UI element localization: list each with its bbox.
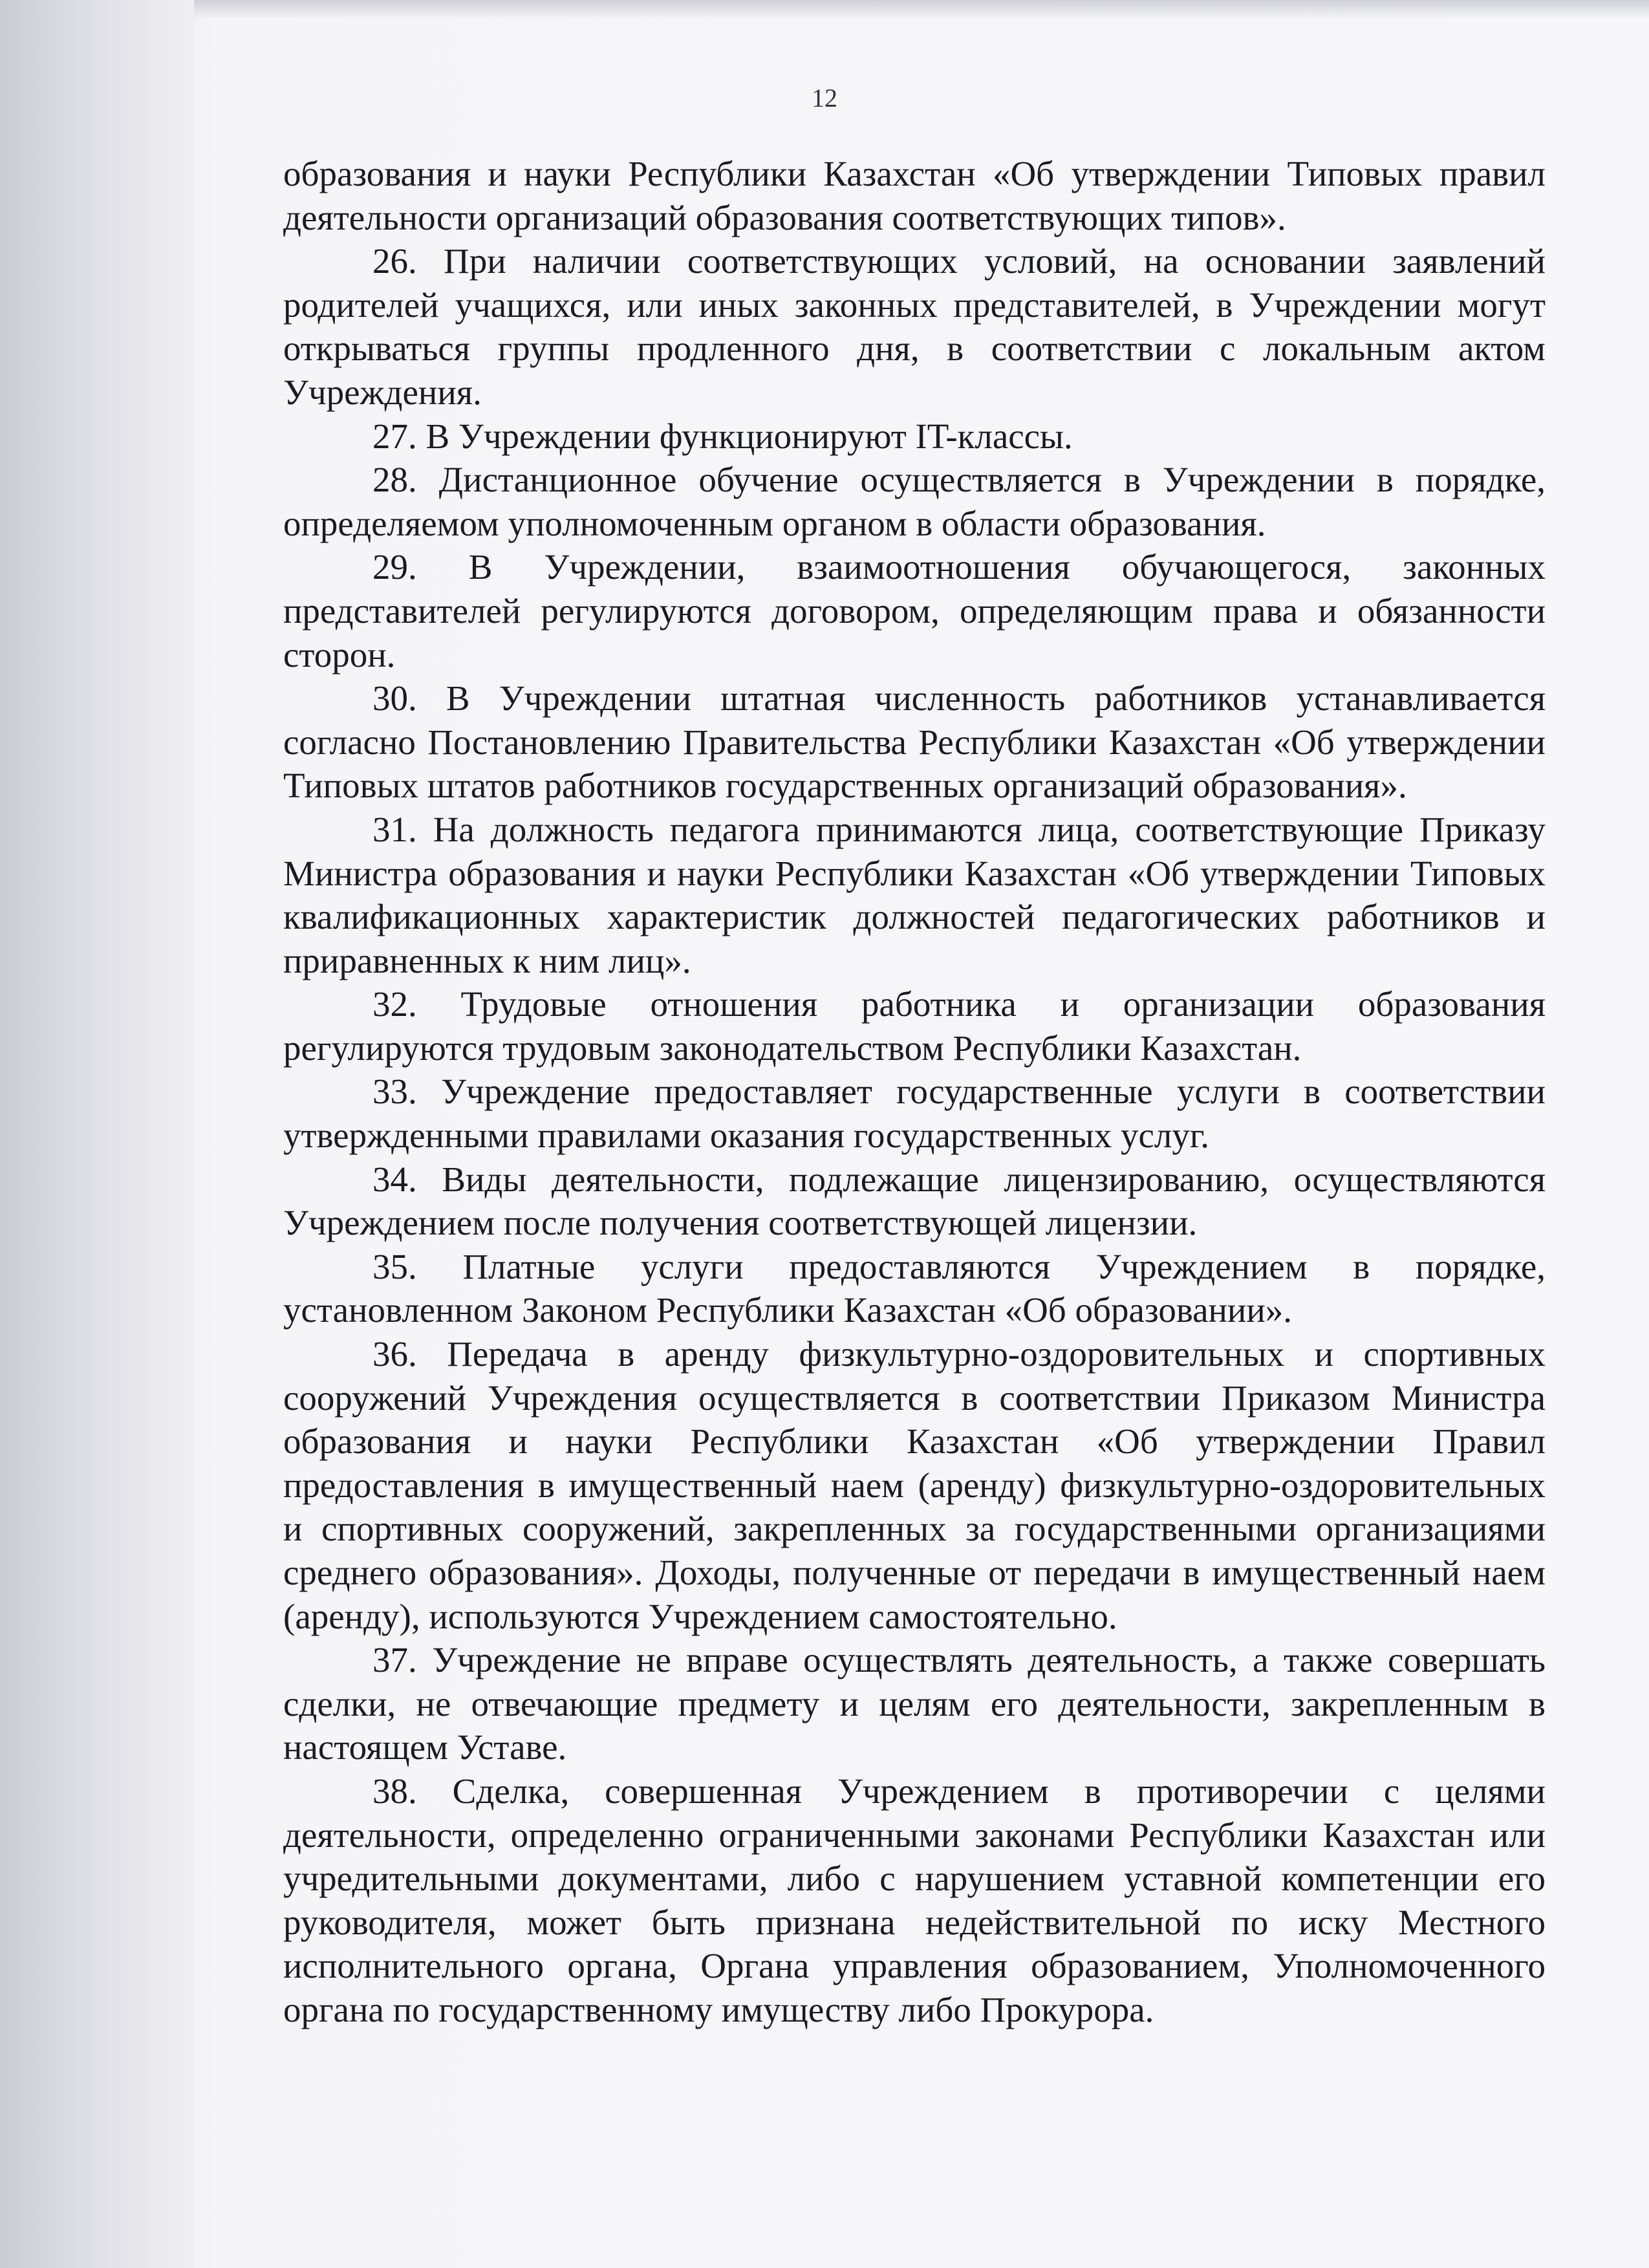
- paragraph-29: 29. В Учреждении, взаимоотношения обучающегося, законных представителей регулируются договором, определяющим права и обязанности сторон.: [283, 547, 1546, 675]
- paragraph-32: 32. Трудовые отношения работника и организации образования регулируются трудовым законодательством Республики Казахстан.: [283, 984, 1546, 1068]
- paragraph-34: 34. Виды деятельности, подлежащие лицензированию, осуществляются Учреждением после получения соответствующей лицензии.: [283, 1159, 1546, 1243]
- paragraph-33: 33. Учреждение предоставляет государственные услуги в соответствии утвержденными правилами оказания государственных услуг.: [283, 1072, 1546, 1156]
- paragraph-26: 26. При наличии соответствующих условий, на основании заявлений родителей учащихся, или иных законных представителей, в Учреждении могут открываться группы продленного дня, в соответствии с локальным актом Учреждения.: [283, 241, 1546, 412]
- scan-shadow: [194, 0, 1649, 19]
- paragraph-continuation: образования и науки Республики Казахстан «Об утверждении Типовых правил деятельности организаций образования соответствующих типов».: [283, 154, 1546, 237]
- paragraph-31: 31. На должность педагога принимаются лица, соответствующие Приказу Министра образования и науки Республики Казахстан «Об утверждении Типовых квалификационных характеристик должностей педагогических работников и приравненных к ним лиц».: [283, 809, 1546, 980]
- previous-page-edge: [0, 0, 194, 2268]
- paragraph-30: 30. В Учреждении штатная численность работников устанавливается согласно Постановлению Правительства Республики Казахстан «Об утверждении Типовых штатов работников государственных организаций образования».: [283, 678, 1546, 806]
- paragraph-37: 37. Учреждение не вправе осуществлять деятельность, а также совершать сделки, не отвечающие предмету и целям его деятельности, закрепленным в настоящем Уставе.: [283, 1640, 1546, 1767]
- document-body: [283, 152, 1546, 2032]
- paragraph-35: 35. Платные услуги предоставляются Учреждением в порядке, установленном Законом Республики Казахстан «Об образовании».: [283, 1246, 1546, 1330]
- paragraph-38: 38. Сделка, совершенная Учреждением в противоречии с целями деятельности, определенно ограниченными законами Республики Казахстан или учредительными документами, либо с нарушением уставной компетенции его руководителя, может быть признана недействительной по иску Местного исполнительного органа, Органа управления образованием, Уполномоченного органа по государственному имуществу либо Прокурора.: [283, 1771, 1546, 2029]
- paragraph-28: 28. Дистанционное обучение осуществляется в Учреждении в порядке, определяемом уполномоченным органом в области образования.: [283, 460, 1546, 543]
- page-number: 12: [812, 83, 837, 113]
- paragraph-27: 27. В Учреждении функционируют IT-классы.: [372, 416, 1073, 456]
- paragraph-36: 36. Передача в аренду физкультурно-оздоровительных и спортивных сооружений Учреждения осуществляется в соответствии Приказом Министра образования и науки Республики Казахстан «Об утверждении Правил предоставления в имущественный наем (аренду) физкультурно-оздоровительных и спортивных сооружений, закрепленных за государственными организациями среднего образования». Доходы, полученные от передачи в имущественный наем (аренду), используются Учреждением самостоятельно.: [283, 1334, 1546, 1636]
